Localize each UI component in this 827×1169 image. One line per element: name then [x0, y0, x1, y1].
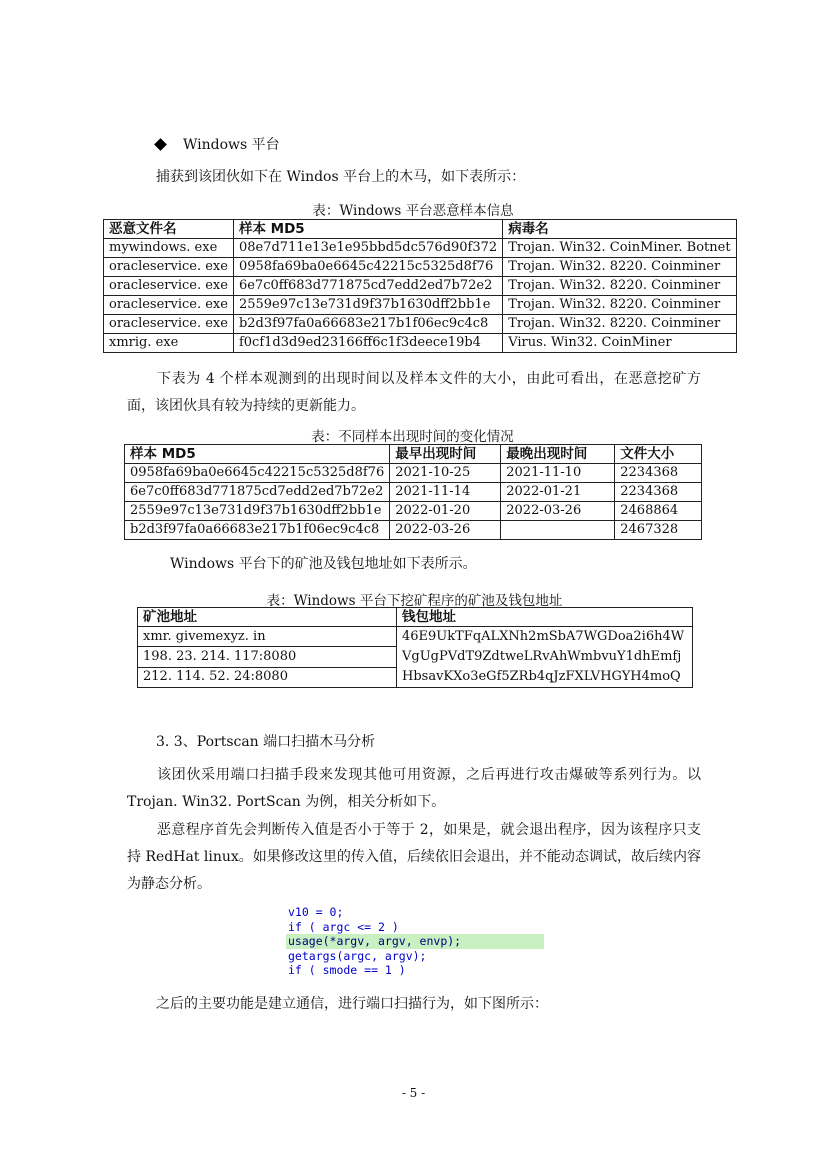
table-cell: xmrig. exe [104, 334, 234, 353]
table-row [104, 239, 737, 258]
table-cell: Trojan. Win32. 8220. Coinminer [503, 315, 736, 334]
table-header: 样本 MD5 [233, 220, 502, 239]
sample-timeline-table [124, 444, 702, 540]
table2-caption: 表：不同样本出现时间的变化情况 [311, 429, 514, 445]
table-cell: Trojan. Win32. 8220. Coinminer [503, 296, 736, 315]
table-cell: f0cf1d3d9ed23166ff6c1f3deece19b4 [233, 334, 502, 353]
paragraph-portscan-intro: 该团伙采用端口扫描手段来发现其他可用资源，之后再进行攻击爆破等系列行为。以 Trojan. Win32. PortScan 为例，相关分析如下。 [127, 767, 701, 810]
table-row [125, 502, 702, 521]
table-header-row [104, 220, 737, 239]
section-heading-3-3: 3. 3、Portscan 端口扫描木马分析 [156, 734, 376, 750]
table-header: 最晚出现时间 [501, 445, 615, 464]
table-header-row [138, 608, 693, 627]
table3-caption: 表：Windows 平台下挖矿程序的矿池及钱包地址 [266, 593, 563, 609]
table-cell: 2022-01-20 [390, 502, 501, 521]
table-row [104, 315, 737, 334]
table-row [125, 464, 702, 483]
table-cell: b2d3f97fa0a66683e217b1f06ec9c4c8 [125, 521, 390, 540]
wallet-address-cell [397, 627, 693, 688]
table-row [138, 627, 693, 647]
table1-caption: 表：Windows 平台恶意样本信息 [312, 203, 514, 219]
table-cell: 2559e97c13e731d9f37b1630dff2bb1e [233, 296, 502, 315]
table-header: 文件大小 [615, 445, 702, 464]
table-header-row [125, 445, 702, 464]
pool-address-cell: xmr. givemexyz. in [138, 627, 397, 647]
table-header: 钱包地址 [397, 608, 693, 627]
table-cell: 2021-10-25 [390, 464, 501, 483]
table-row [104, 258, 737, 277]
pool-address-cell: 198. 23. 214. 117:8080 [138, 647, 397, 667]
table-cell: 6e7c0ff683d771875cd7edd2ed7b72e2 [233, 277, 502, 296]
table-cell: mywindows. exe [104, 239, 234, 258]
code-line: if ( argc <= 2 ) [288, 919, 399, 934]
code-line: if ( smode == 1 ) [288, 963, 406, 977]
table-cell: Virus. Win32. CoinMiner [503, 334, 736, 353]
pool-wallet-table [137, 607, 693, 688]
paragraph-communication: 之后的主要功能是建立通信，进行端口扫描行为，如下图所示： [156, 996, 548, 1012]
paragraph-pool-intro: Windows 平台下的矿池及钱包地址如下表所示。 [170, 556, 477, 572]
wallet-line: HbsavKXo3eGf5ZRb4qJzFXLVHGYH4moQ [402, 669, 681, 684]
table-cell: 2022-03-26 [501, 502, 615, 521]
section-heading: Windows 平台 [156, 135, 280, 155]
table-cell: 6e7c0ff683d771875cd7edd2ed7b72e2 [125, 483, 390, 502]
table-header: 恶意文件名 [104, 220, 234, 239]
code-line-highlighted: usage(*argv, argv, envp); [286, 934, 544, 949]
code-line: getargs(argc, argv); [288, 948, 427, 963]
table-cell: b2d3f97fa0a66683e217b1f06ec9c4c8 [233, 315, 502, 334]
table-cell: 2234368 [615, 464, 702, 483]
wallet-line: VgUgPVdT9ZdtweLRvAhWmbvuY1dhEmfj [402, 649, 682, 664]
table-cell: Trojan. Win32. 8220. Coinminer [503, 277, 736, 296]
malware-sample-table [103, 219, 737, 353]
page-number: - 5 - [401, 1086, 426, 1100]
table-cell: oracleservice. exe [104, 277, 234, 296]
diamond-bullet-icon [154, 138, 167, 151]
table-cell: 2021-11-14 [390, 483, 501, 502]
wallet-line: 46E9UkTFqALXNh2mSbA7WGDoa2i6h4W [402, 629, 685, 644]
table-row [104, 296, 737, 315]
table-row [104, 277, 737, 296]
table-cell: 2022-01-21 [501, 483, 615, 502]
table-cell: 0958fa69ba0e6645c42215c5325d8f76 [233, 258, 502, 277]
table-cell: oracleservice. exe [104, 315, 234, 334]
table-header: 矿池地址 [138, 608, 397, 627]
table-cell: 2022-03-26 [390, 521, 501, 540]
table-cell: 2468864 [615, 502, 702, 521]
table-cell: 2467328 [615, 521, 702, 540]
table-cell: 0958fa69ba0e6645c42215c5325d8f76 [125, 464, 390, 483]
table-cell: 2021-11-10 [501, 464, 615, 483]
intro-paragraph: 捕获到该团伙如下在 Windos 平台上的木马，如下表所示： [156, 169, 526, 185]
table-cell: 2234368 [615, 483, 702, 502]
table-cell: 2559e97c13e731d9f37b1630dff2bb1e [125, 502, 390, 521]
paragraph-static-analysis: 恶意程序首先会判断传入值是否小于等于 2，如果是，就会退出程序，因为该程序只支持 RedHat linux。如果修改这里的传入值，后续依旧会退出，并不能动态调试，故后续内容为静态分析。 [127, 822, 701, 892]
table-cell [501, 521, 615, 540]
table-row [104, 334, 737, 353]
table-header: 样本 MD5 [125, 445, 390, 464]
table-cell: oracleservice. exe [104, 296, 234, 315]
table-cell: oracleservice. exe [104, 258, 234, 277]
table-cell: 08e7d711e13e1e95bbd5dc576d90f372 [233, 239, 502, 258]
table-row [125, 521, 702, 540]
table-header: 最早出现时间 [390, 445, 501, 464]
pool-address-cell: 212. 114. 52. 24:8080 [138, 667, 397, 687]
table-header: 病毒名 [503, 220, 736, 239]
table-cell: Trojan. Win32. 8220. Coinminer [503, 258, 736, 277]
code-snippet [286, 905, 544, 978]
code-line: v10 = 0; [288, 905, 344, 919]
paragraph-sample-timeline: 下表为 4 个样本观测到的出现时间以及样本文件的大小，由此可看出，在恶意挖矿方面，该团伙具有较为持续的更新能力。 [127, 371, 701, 414]
table-row [125, 483, 702, 502]
table-cell: Trojan. Win32. CoinMiner. Botnet [503, 239, 736, 258]
